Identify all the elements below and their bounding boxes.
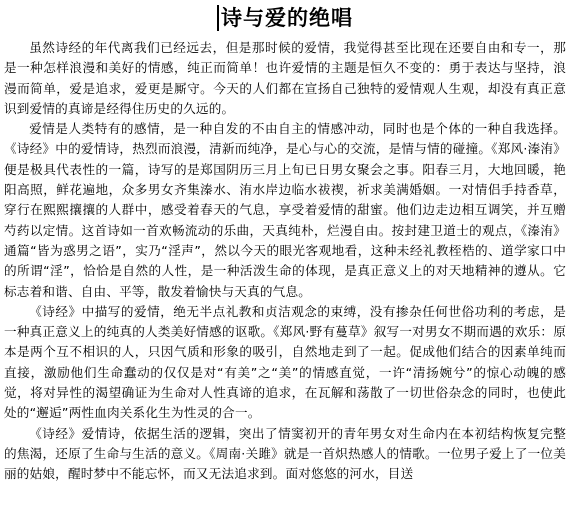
- paragraph-3: 《诗经》中描写的爱情，绝无半点礼教和贞洁观念的束缚，没有掺杂任何世俗功利的考虑，是一种真正意义上的纯真的人类美好情感的讴歌。《郑风·野有蔓草》叙写一对男女不期而遇的欢乐：原本是两个互不相识的人，只因气质和形象的吸引，自然地走到了一起。促成他们结合的因素单纯而直接，激励他们生命蠢动的仅仅是对“有美”之“美”的情感直觉，一许“清扬婉兮”的惊心动魄的感觉，将对异性的渴望确证为生命对人性真谛的追求，在瓦解和荡散了一切世俗杂念的同时，也使此处的“邂逅”两性血肉关系化生为性灵的合一。: [4, 303, 566, 421]
- article-body: [4, 38, 566, 485]
- paragraph-4: 《诗经》爱情诗，依据生活的逻辑，突出了情窦初开的青年男女对生命内在本初结构恢复完整的焦渴，还原了生命与生活的意义。《周南·关雎》就是一首炽热感人的情歌。一位男子爱上了一位美丽的姑娘，醒时梦中不能忘怀，而又无法追求到。面对悠悠的河水，目送: [4, 425, 566, 482]
- paragraph-2: 爱情是人类特有的感情，是一种自发的不由自主的情感冲动，同时也是个体的一种自我选择。《诗经》中的爱情诗，热烈而浪漫，清新而纯净，是心与心的交流，是情与情的碰撞。《郑风·溱洧》便是极具代表性的一篇，诗写的是郑国阴历三月上旬已日男女聚会之事。阳春三月，大地回暖，艳阳高照，鲜花遍地，众多男女齐集溱水、洧水岸边临水祓禊，祈求美满婚姻。一对情侣手持香草，穿行在熙熙攘攘的人群中，感受着春天的气息，享受着爱情的甜蜜。他们边走边相互调笑，并互赠芍药以定情。这首诗如一首欢畅流动的乐曲，天真纯朴，烂漫自由。按封建卫道士的观点，《溱洧》通篇“皆为惑男之语”，实乃“淫声”，然以今天的眼光客观地看，这种未经礼教桎梏的、道学家口中的所谓“淫”，恰恰是自然的人性，是一种活泼生命的体现，是真正意义上的对天地精神的遵从。它标志着和谐、自由、平等，散发着愉快与天真的气息。: [4, 121, 566, 299]
- paragraph-1: 虽然诗经的年代离我们已经远去，但是那时候的爱情，我觉得甚至比现在还要自由和专一，那是一种怎样浪漫和美好的情感，纯正而简单！也许爱情的主题是恒久不变的：勇于表达与坚持，浪漫而简单，爱是追求，爱更是厮守。今天的人们都在宣扬自己独特的爱情观人生观，却没有真正意识到爱情的真谛是经得住历史的久远的。: [4, 40, 566, 116]
- title-row: [0, 5, 570, 35]
- article-title: 诗与爱的绝唱: [221, 5, 353, 30]
- text-cursor: [217, 5, 219, 31]
